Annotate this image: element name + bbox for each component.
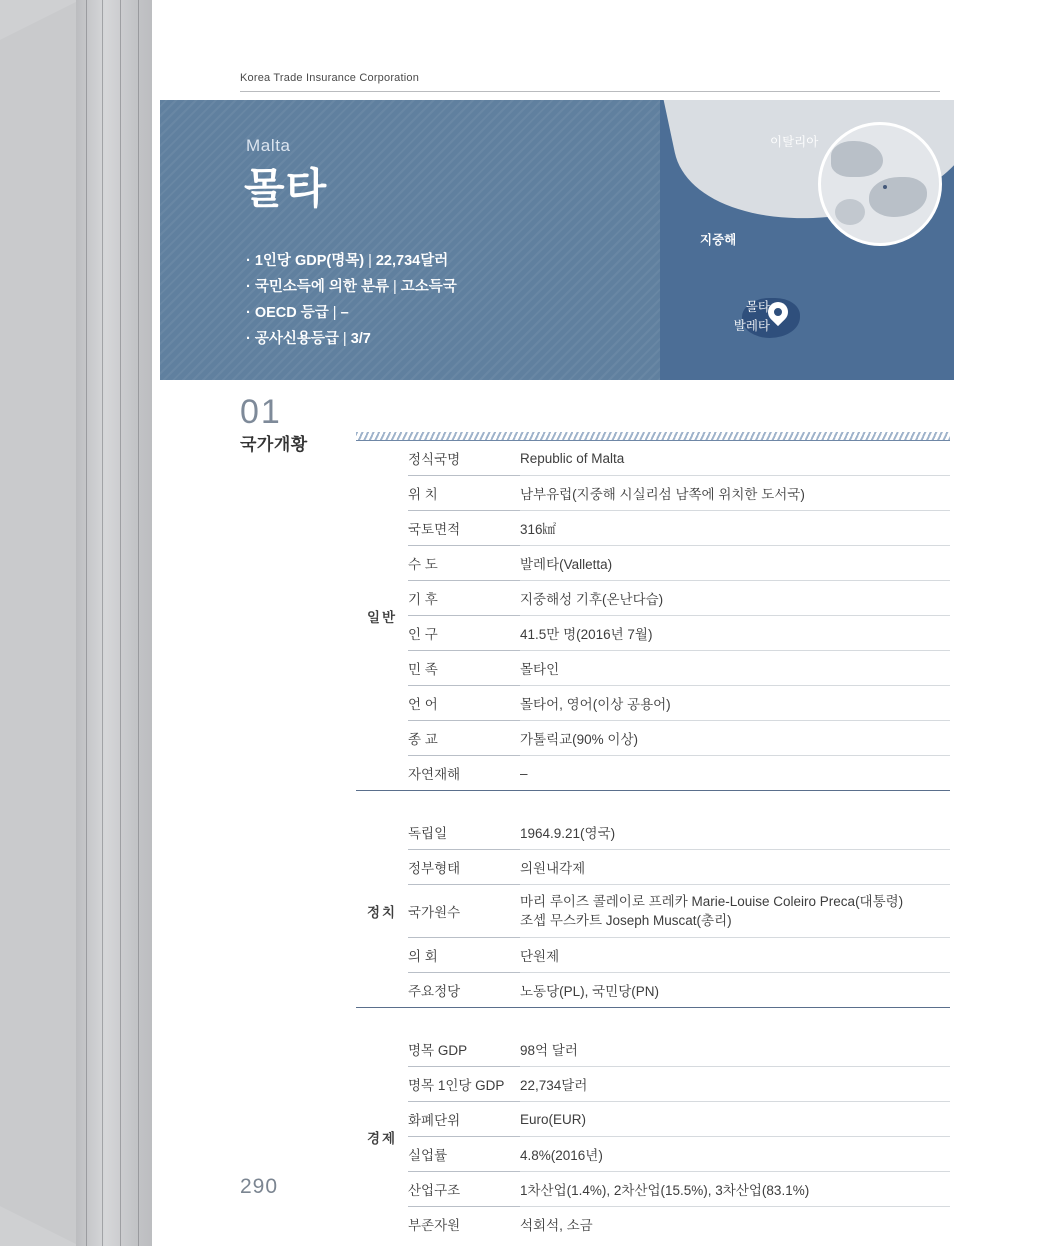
table-row (356, 721, 950, 756)
row-value: 남부유럽(지중해 시실리섬 남쪽에 위치한 도서국) (520, 476, 950, 511)
section-title: 국가개황 (240, 435, 308, 454)
table-row (356, 850, 950, 885)
table-row (356, 581, 950, 616)
table-bottom-divider (356, 1241, 950, 1246)
table-row (356, 1102, 950, 1137)
map-label-italy: 이탈리아 (770, 135, 819, 149)
paper-sheet (152, 0, 1045, 1246)
table-row (356, 1207, 950, 1242)
table-row (356, 885, 950, 938)
row-value: 노동당(PL), 국민당(PN) (520, 984, 659, 999)
row-key: 수 도 (408, 546, 520, 581)
group-label-general: 일반 (366, 609, 398, 625)
row-value-line2: 조셉 무스카트 Joseph Muscat(총리) (520, 913, 732, 928)
hero-fact-item: · 1인당 GDP(명목) | 22,734달러 (246, 253, 449, 269)
row-value: 41.5만 명(2016년 7월) (520, 616, 950, 651)
country-overview-table (356, 432, 950, 1246)
table-row (356, 1172, 950, 1207)
row-value: 몰타어, 영어(이상 공용어) (520, 686, 950, 721)
row-key: 기 후 (408, 581, 520, 616)
section-number: 01 (240, 393, 282, 431)
table-row (356, 476, 950, 511)
row-key: 부존자원 (408, 1218, 461, 1233)
table-row (356, 756, 950, 791)
page-corner-top (0, 0, 80, 40)
map-label-malta-capital: 발레타 (733, 319, 770, 333)
row-value: – (520, 765, 528, 781)
hero-fact-item: · 공사신용등급 | 3/7 (246, 331, 371, 347)
row-value: 22,734달러 (520, 1067, 950, 1102)
row-key: 독립일 (408, 815, 520, 850)
table-row (356, 815, 950, 850)
row-key: 주요정당 (408, 984, 461, 999)
row-key: 위 치 (408, 476, 520, 511)
row-value: Euro(EUR) (520, 1102, 950, 1137)
row-key: 국가원수 (408, 885, 520, 938)
row-value: Republic of Malta (520, 441, 950, 476)
table-row (356, 1067, 950, 1102)
row-value: 발레타(Valletta) (520, 546, 950, 581)
table-row (356, 686, 950, 721)
group-divider (356, 1008, 950, 1033)
table-top-hatch-bar (356, 432, 950, 441)
row-key: 정부형태 (408, 850, 520, 885)
group-label-politics: 정치 (366, 905, 398, 920)
row-key: 실업률 (408, 1137, 520, 1172)
row-value: 98억 달러 (520, 1032, 950, 1067)
row-key: 언 어 (408, 686, 520, 721)
row-value: 316㎢ (520, 511, 950, 546)
row-value: 의원내각제 (520, 850, 950, 885)
book-spine-edge (0, 0, 160, 1246)
row-key: 종 교 (408, 721, 520, 756)
hero-fact-item: · 국민소득에 의한 분류 | 고소득국 (246, 279, 457, 295)
row-value: 단원제 (520, 938, 950, 973)
row-key: 의 회 (408, 938, 520, 973)
row-key: 국토면적 (408, 511, 520, 546)
table-row (356, 546, 950, 581)
table-row (356, 511, 950, 546)
row-key: 민 족 (408, 651, 520, 686)
hero-fact-list (246, 248, 457, 352)
page-corner-bottom (0, 1206, 80, 1246)
row-value: 석회석, 소금 (520, 1218, 593, 1233)
table-row (356, 973, 950, 1008)
table-row (356, 938, 950, 973)
table-row (356, 616, 950, 651)
row-key: 자연재해 (408, 767, 461, 782)
row-value: 가톨릭교(90% 이상) (520, 721, 950, 756)
row-key: 화폐단위 (408, 1102, 520, 1137)
row-value: 1차산업(1.4%), 2차산업(15.5%), 3차산업(83.1%) (520, 1172, 950, 1207)
publisher-header: Korea Trade Insurance Corporation (240, 72, 940, 92)
hero-left-panel (160, 100, 660, 380)
table-row (356, 1137, 950, 1172)
row-value (520, 885, 950, 938)
group-divider (356, 791, 950, 816)
row-key: 명목 1인당 GDP (408, 1067, 520, 1102)
locator-map (660, 100, 954, 380)
row-value-line1: 마리 루이즈 콜레이로 프레카 Marie-Louise Coleiro Preca(대통령) (520, 894, 904, 909)
map-label-malta-country: 몰타 (745, 300, 770, 314)
row-key: 명목 GDP (408, 1032, 520, 1067)
row-value: 지중해성 기후(온난다습) (520, 581, 950, 616)
country-hero-banner (160, 100, 954, 380)
country-name-kr: 몰타 (244, 165, 328, 212)
row-value: 몰타인 (520, 651, 950, 686)
hero-fact-item: · OECD 등급 | – (246, 305, 349, 321)
table-row (356, 1032, 950, 1067)
row-key: 인 구 (408, 616, 520, 651)
page-fold (76, 0, 160, 1246)
row-value: 4.8%(2016년) (520, 1137, 950, 1172)
table-row (356, 441, 950, 476)
map-label-malta (720, 298, 770, 336)
country-name-en: Malta (246, 136, 291, 155)
globe-icon (818, 122, 942, 246)
table-row (356, 651, 950, 686)
row-key: 정식국명 (408, 441, 520, 476)
group-label-economy: 경제 (366, 1130, 398, 1146)
page-number: 290 (240, 1175, 279, 1198)
row-key: 산업구조 (408, 1172, 520, 1207)
map-label-sea: 지중해 (700, 233, 737, 247)
row-value: 1964.9.21(영국) (520, 815, 950, 850)
